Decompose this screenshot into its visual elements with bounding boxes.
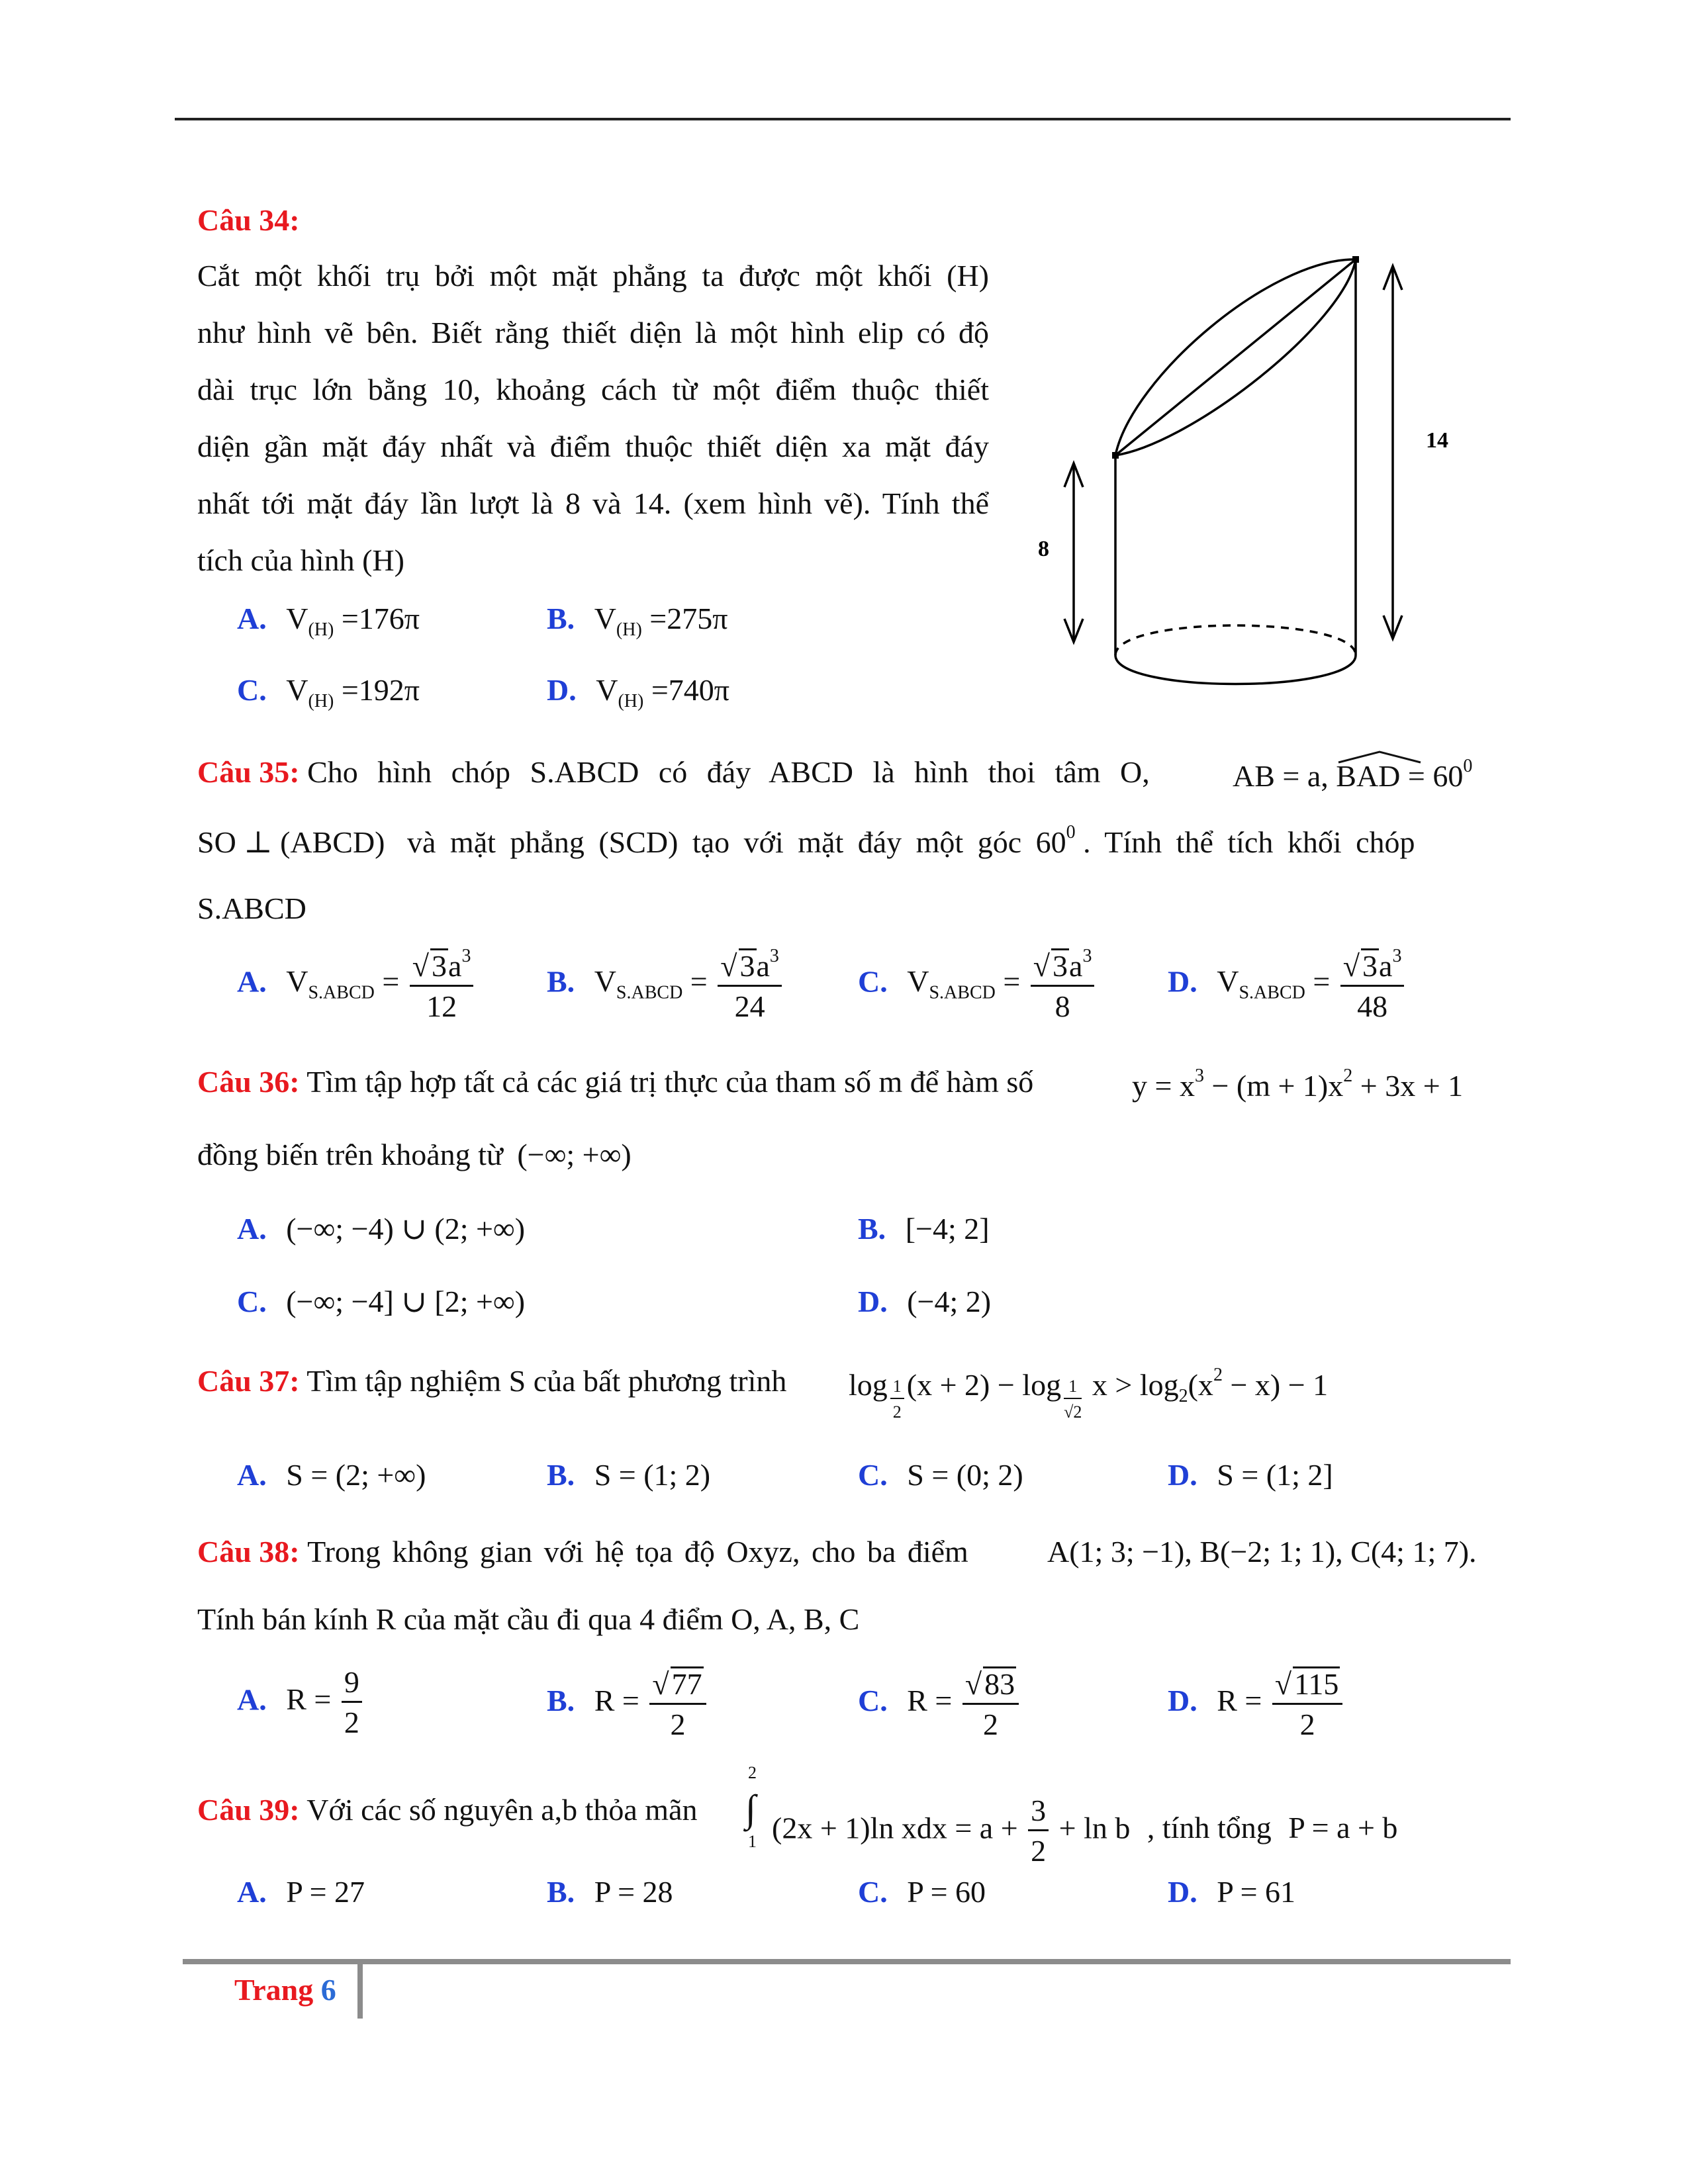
q35-option-a[interactable]: A. $V_{S.ABCD}$ = $\frac{√3a^3}{12}$ bbox=[237, 946, 476, 1023]
integral-sign: ∫ bbox=[745, 1787, 756, 1830]
footer-divider bbox=[357, 1964, 363, 2019]
q34-line-2: như hình vẽ bên. Biết rằng thiết diện là một hình elip có độ bbox=[197, 316, 989, 349]
q36-line-2: đồng biến trên khoảng từ (−∞; +∞) bbox=[197, 1138, 632, 1171]
q39-option-b[interactable]: B. P = 28 bbox=[547, 1875, 673, 1909]
q36-option-c[interactable]: C. (−∞; −4] ∪ [2; +∞) bbox=[237, 1285, 526, 1318]
q34-label: Câu 34: bbox=[197, 203, 300, 237]
q35-option-b[interactable]: B. $V_{S.ABCD}$ = $\frac{√3a^3}{24}$ bbox=[547, 946, 784, 1023]
q34-line-4: diện gần mặt đáy nhất và điểm thuộc thiết diện xa mặt đáy bbox=[197, 430, 989, 463]
q34-line-3: dài trục lớn bằng 10, khoảng cách từ một điểm thuộc thiết bbox=[197, 373, 989, 406]
q35-line-1-math: AB = a, BAD = $60^0$ bbox=[1233, 757, 1472, 792]
q37-option-b[interactable]: B. S = (1; 2) bbox=[547, 1458, 711, 1492]
footer-rule bbox=[183, 1959, 1511, 1964]
q39-line-1: Câu 39: Với các số nguyên a,b thỏa mãn bbox=[197, 1793, 698, 1827]
q34-line-5: nhất tới mặt đáy lần lượt là 8 và 14. (xem hình vẽ). Tính thể bbox=[197, 486, 989, 520]
q38-line-1: Câu 38: Trong không gian với hệ tọa độ Oxyz, cho ba điểm bbox=[197, 1535, 968, 1569]
q37-option-a[interactable]: A. S = (2; +∞) bbox=[237, 1458, 426, 1492]
page-number: Trang 6 bbox=[234, 1973, 336, 2007]
q37-option-d[interactable]: D. S = (1; 2] bbox=[1168, 1458, 1333, 1492]
cylinder-figure bbox=[1033, 245, 1470, 695]
q34-line-1: Cắt một khối trụ bởi một mặt phẳng ta được một khối (H) bbox=[197, 259, 989, 293]
q34-option-a[interactable]: A. $V_{(H)} =176\pi$ bbox=[237, 602, 420, 640]
base-back-arc bbox=[1115, 625, 1356, 655]
q34-option-c[interactable]: C. $V_{(H)} =192\pi$ bbox=[237, 673, 420, 711]
q37-inequality: log $\frac{1}{2}$ (x + 2) − log $\frac{1}{√2}$ $x > \log_2(x^2 - x) - 1$ bbox=[849, 1365, 1329, 1422]
q38-points: A(1; 3; −1), B(−2; 1; 1), C(4; 1; 7). bbox=[1047, 1535, 1477, 1569]
q38-option-d[interactable]: D. R = $\frac{√115}{2}$ bbox=[1168, 1666, 1345, 1741]
q39-option-a[interactable]: A. P = 27 bbox=[237, 1875, 365, 1909]
integral-lower: 1 bbox=[748, 1832, 757, 1851]
angle-bad: BAD bbox=[1336, 761, 1400, 792]
label-8: 8 bbox=[1038, 537, 1049, 561]
q36-option-a[interactable]: A. (−∞; −4) ∪ (2; +∞) bbox=[237, 1212, 526, 1246]
q36-option-b[interactable]: B. [−4; 2] bbox=[858, 1212, 990, 1246]
q36-function: $y = x^3 - (m + 1)x^2 + 3x + 1$ bbox=[1132, 1066, 1464, 1103]
q39-option-d[interactable]: D. P = 61 bbox=[1168, 1875, 1296, 1909]
q35-line-1: Câu 35: Cho hình chóp S.ABCD có đáy ABCD là hình thoi tâm O, bbox=[197, 755, 1150, 789]
lowest-point-marker bbox=[1112, 452, 1119, 459]
integral-body: (2x + 1)ln xdx = a + $\frac{3}{2}$ + ln b , tính tổng P = a + b bbox=[772, 1794, 1398, 1868]
q34-option-d[interactable]: D. $V_{(H)} =740\pi$ bbox=[547, 673, 730, 711]
label-14: 14 bbox=[1426, 428, 1448, 453]
q39-option-c[interactable]: C. P = 60 bbox=[858, 1875, 986, 1909]
integral-upper: 2 bbox=[748, 1763, 757, 1782]
q35-line-3: S.ABCD bbox=[197, 891, 306, 925]
q35-line-2: SO ⊥ (ABCD) và mặt phẳng (SCD) tạo với mặt đáy một góc $60^0$ . Tính thể tích khối chóp bbox=[197, 822, 1415, 859]
q38-option-c[interactable]: C. R = $\frac{√83}{2}$ bbox=[858, 1666, 1021, 1741]
q34-option-b[interactable]: B. $V_{(H)} =275\pi$ bbox=[547, 602, 728, 640]
q38-option-a[interactable]: A. R = $\frac{9}{2}$ bbox=[237, 1666, 365, 1739]
q35-option-d[interactable]: D. $V_{S.ABCD}$ = $\frac{√3a^3}{48}$ bbox=[1168, 946, 1407, 1023]
header-rule bbox=[175, 118, 1511, 120]
q38-line-2: Tính bán kính R của mặt cầu đi qua 4 điểm O, A, B, C bbox=[197, 1602, 860, 1636]
q37-option-c[interactable]: C. S = (0; 2) bbox=[858, 1458, 1023, 1492]
major-axis-line bbox=[1115, 259, 1356, 455]
q35-option-c[interactable]: C. $V_{S.ABCD}$ = $\frac{√3a^3}{8}$ bbox=[858, 946, 1097, 1023]
highest-point-marker bbox=[1352, 256, 1359, 263]
q36-option-d[interactable]: D. (−4; 2) bbox=[858, 1285, 992, 1318]
base-front-arc bbox=[1115, 655, 1356, 684]
q34-line-6: tích của hình (H) bbox=[197, 543, 404, 577]
q38-option-b[interactable]: B. R = $\frac{√77}{2}$ bbox=[547, 1666, 709, 1741]
q37-line-1: Câu 37: Tìm tập nghiệm S của bất phương trình bbox=[197, 1364, 787, 1398]
q36-line-1: Câu 36: Tìm tập hợp tất cả các giá trị thực của tham số m để hàm số bbox=[197, 1065, 1034, 1099]
angle-hat bbox=[1336, 749, 1423, 764]
